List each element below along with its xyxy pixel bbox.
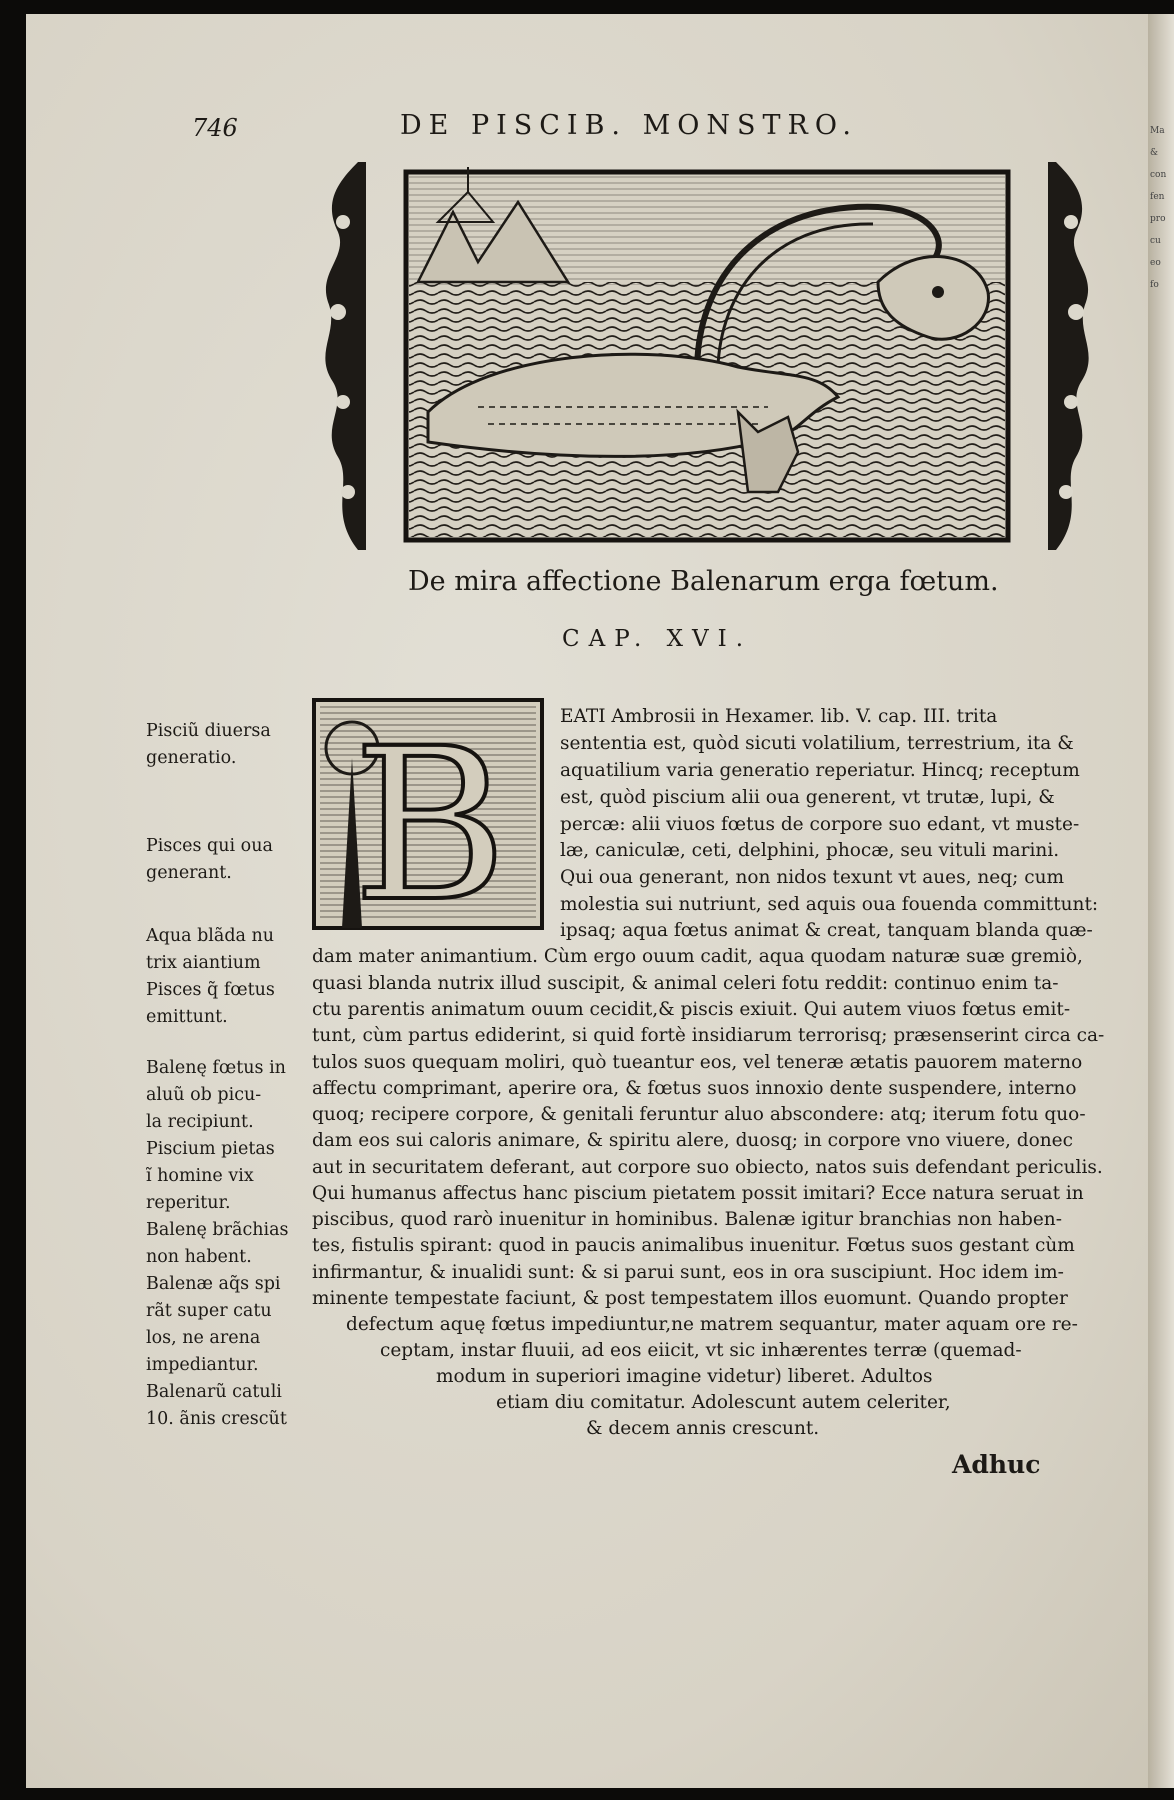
- running-title: DE PISCIB. MONSTRO.: [400, 110, 858, 141]
- body-line: læ, caniculæ, ceti, delphini, phocæ, seu vituli marini.: [560, 840, 1060, 861]
- margin-note: Pisces qui oua generant.: [146, 836, 273, 883]
- margin-note: Balenę brãchias non habent.: [146, 1220, 289, 1267]
- body-line: ceptam, instar fluuii, ad eos eiicit, vt sic inhærentes terræ (quemad-: [380, 1340, 1022, 1361]
- body-line: & decem annis crescunt.: [586, 1418, 820, 1439]
- page-number: 746: [192, 114, 238, 142]
- woodcut-illustration: [318, 162, 1096, 550]
- margin-notes: [146, 718, 300, 1433]
- margin-note: Balenarũ catuli 10. ãnis crescũt: [146, 1382, 287, 1429]
- drop-cap-letter: B: [352, 703, 508, 930]
- margin-note: Pisciũ diuersa generatio.: [146, 721, 271, 768]
- body-line: molestia sui nutriunt, sed aquis oua fouenda committunt:: [560, 894, 1099, 915]
- body-line: minente tempestate faciunt, & post tempestatem illos euomunt. Quando propter: [312, 1288, 1068, 1309]
- margin-note: Piscium pietas ĩ homine vix reperitur.: [146, 1139, 275, 1213]
- chapter-title: De mira affectione Balenarum erga fœtum.: [408, 566, 999, 597]
- body-line: Qui oua generant, non nidos texunt vt aues, neq; cum: [560, 867, 1065, 888]
- body-line: piscibus, quod rarò inuenitur in hominibus. Balenæ igitur branchias non haben-: [312, 1209, 1062, 1230]
- body-line: etiam diu comitatur. Adolescunt autem celeriter,: [496, 1392, 951, 1413]
- body-line: ctu parentis animatum ouum cecidit,& piscis exiuit. Qui autem viuos fœtus emit-: [312, 999, 1071, 1020]
- body-line: tulos suos quequam moliri, quò tueantur eos, vel teneræ ætatis pauorem materno: [312, 1052, 1083, 1073]
- body-line: tunt, cùm partus ediderint, si quid fortè insidiarum terrorisq; præsenserint circa ca-: [312, 1025, 1105, 1046]
- body-line: quoq; recipere corpore, & genitali feruntur aluo abscondere: atq; iterum fotu quo-: [312, 1104, 1086, 1125]
- body-line: est, quòd piscium alii oua generent, vt trutæ, lupi, &: [560, 787, 1055, 808]
- margin-note: Aqua blãda nu trix aiantium: [146, 926, 275, 973]
- body-line: dam eos sui caloris animare, & spiritu alere, duosq; in corpore vno viuere, donec: [312, 1130, 1073, 1151]
- body-line: percæ: alii viuos fœtus de corpore suo edant, vt muste-: [560, 814, 1080, 835]
- margin-note: Balenę fœtus in aluũ ob picu- la recipiunt.: [146, 1058, 286, 1132]
- body-line: dam mater animantium. Cùm ergo ouum cadit, aqua quodam naturæ suæ gremiò,: [312, 946, 1083, 967]
- body-line: aut in securitatem deferant, aut corpore suo obiecto, natos suis defendant periculis.: [312, 1157, 1103, 1178]
- chapter-number: CAP. XVI.: [562, 626, 753, 652]
- body-line: Qui humanus affectus hanc piscium pietatem possit imitari? Ecce natura seruat in: [312, 1183, 1084, 1204]
- catchword: Adhuc: [952, 1450, 1041, 1479]
- decorated-initial: [312, 698, 544, 930]
- body-line: defectum aquę fœtus impediuntur,ne matrem sequantur, mater aquam ore re-: [346, 1314, 1078, 1335]
- margin-note: Balenæ aq̃s spi rãt super catu los, ne arena impediantur.: [146, 1274, 281, 1375]
- margin-note: Pisces q̃ fœtus emittunt.: [146, 980, 275, 1027]
- body-line: tes, fistulis spirant: quod in paucis animalibus inuenitur. Fœtus suos gestant cùm: [312, 1235, 1075, 1256]
- body-line: affectu comprimant, aperire ora, & fœtus suos innoxio dente suspendere, interno: [312, 1078, 1077, 1099]
- left-ornament-border: [325, 162, 366, 550]
- facing-page-fragment: Ma & con fen pro cu eo fo: [1150, 126, 1167, 290]
- right-ornament-border: [1048, 162, 1089, 550]
- body-line: ipsaq; aqua fœtus animat & creat, tanquam blanda quæ-: [560, 920, 1093, 941]
- body-line: modum in superiori imagine videtur) liberet. Adultos: [436, 1366, 933, 1387]
- body-line: infirmantur, & inualidi sunt: & si parui sunt, eos in ora suscipiunt. Hoc idem im-: [312, 1262, 1064, 1283]
- body-line: EATI Ambrosii in Hexamer. lib. V. cap. III. trita: [560, 706, 998, 727]
- body-line: sententia est, quòd sicuti volatilium, terrestrium, ita &: [560, 733, 1074, 754]
- body-line: aquatilium varia generatio reperiatur. Hincq; receptum: [560, 760, 1080, 781]
- body-line: quasi blanda nutrix illud suscipit, & animal celeri fotu reddit: continuo enim ta-: [312, 973, 1059, 994]
